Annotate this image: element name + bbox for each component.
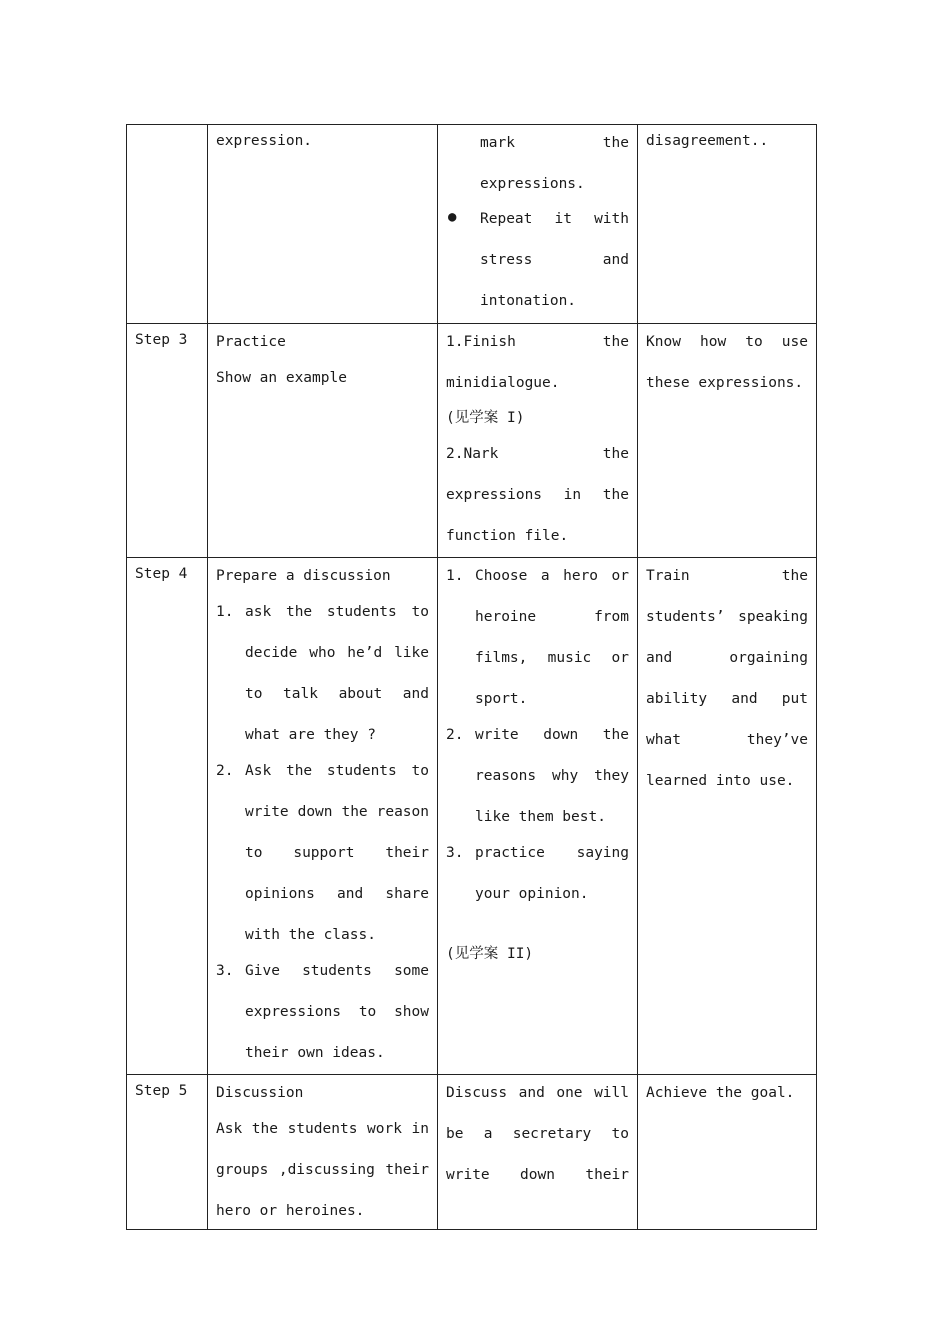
list-item [216, 602, 429, 745]
item-line: heroine from [475, 609, 629, 625]
purpose-line: Train the [646, 568, 808, 584]
table-row [127, 125, 817, 324]
bullet-icon: ● [448, 209, 457, 225]
activity-heading: Practice [216, 334, 286, 350]
item-line: films, music or [475, 650, 629, 666]
worksheet-note: (见学案 II) [446, 946, 534, 962]
students-cell [438, 558, 638, 1075]
activity-cell [208, 324, 438, 558]
lesson-plan-table [126, 124, 817, 1230]
students-line: function file. [446, 528, 569, 544]
activity-cell [208, 1075, 438, 1230]
purpose-line: ability and put [646, 691, 808, 707]
item-number: 2. [446, 727, 464, 743]
item-line: Choose a hero or [475, 568, 629, 584]
item-line: like them best. [475, 809, 606, 825]
item-line: opinions and share [245, 886, 429, 902]
activity-text: Show an example [216, 370, 347, 386]
students-line: mark the [480, 135, 629, 151]
step-label: Step 4 [135, 566, 188, 582]
item-line: write down the reason [245, 804, 429, 820]
item-number: 1. [446, 568, 464, 584]
activity-text: expression. [216, 133, 313, 149]
students-line: 1.Finish the [446, 334, 629, 350]
purpose-line: and orgaining [646, 650, 808, 666]
students-line: minidialogue. [446, 375, 560, 391]
activity-line: groups ,discussing their [216, 1162, 429, 1178]
purpose-line: Know how to use [646, 334, 808, 350]
item-line: practice saying [475, 845, 629, 861]
activity-cell [208, 558, 438, 1075]
item-line: Give students some [245, 963, 429, 979]
purpose-line: these expressions. [646, 375, 804, 391]
bullet-item [446, 209, 629, 311]
students-cell [438, 1075, 638, 1230]
students-line: write down their [446, 1167, 629, 1183]
item-line: sport. [475, 691, 528, 707]
purpose-cell [638, 558, 817, 1075]
purpose-text: disagreement.. [646, 133, 769, 149]
item-line: reasons why they [475, 768, 629, 784]
activity-heading: Discussion [216, 1085, 304, 1101]
purpose-line: learned into use. [646, 773, 795, 789]
list-item [446, 725, 629, 827]
purpose-cell [638, 125, 817, 324]
item-line: decide who he’d like [245, 645, 429, 661]
step-cell [127, 125, 208, 324]
step-cell [127, 558, 208, 1075]
item-line: write down the [475, 727, 629, 743]
item-line: what are they ? [245, 727, 376, 743]
activity-cell [208, 125, 438, 324]
item-line: to support their [245, 845, 429, 861]
students-line: be a secretary to [446, 1126, 629, 1142]
activity-line: hero or heroines. [216, 1203, 365, 1219]
item-line: their own ideas. [245, 1045, 385, 1061]
item-line: with the class. [245, 927, 376, 943]
item-line: Ask the students to [245, 763, 429, 779]
purpose-cell [638, 324, 817, 558]
item-number: 3. [216, 963, 234, 979]
item-number: 3. [446, 845, 464, 861]
students-line: expressions in the [446, 487, 629, 503]
purpose-line: Achieve the goal. [646, 1085, 795, 1101]
list-item [446, 566, 629, 709]
purpose-line: what they’ve [646, 732, 808, 748]
step-label: Step 5 [135, 1083, 188, 1099]
step-cell [127, 1075, 208, 1230]
step-label: Step 3 [135, 332, 188, 348]
activity-line: Ask the students work in [216, 1121, 429, 1137]
purpose-cell [638, 1075, 817, 1230]
item-number: 2. [216, 763, 234, 779]
list-item [216, 961, 429, 1063]
item-number: 1. [216, 604, 234, 620]
students-line: Discuss and one will [446, 1085, 629, 1101]
purpose-line: students’ speaking [646, 609, 808, 625]
list-item [216, 761, 429, 945]
activity-heading: Prepare a discussion [216, 568, 391, 584]
students-line: 2.Nark the [446, 446, 629, 462]
students-line: (见学案 I) [446, 410, 525, 426]
table-row [127, 558, 817, 1075]
table-row [127, 324, 817, 558]
item-line: your opinion. [475, 886, 589, 902]
table-row [127, 1075, 817, 1230]
students-line: Repeat it with [480, 211, 629, 227]
students-line: stress and [480, 252, 629, 268]
students-cell [438, 324, 638, 558]
step-cell [127, 324, 208, 558]
list-item [446, 843, 629, 904]
students-line: expressions. [480, 176, 585, 192]
item-line: to talk about and [245, 686, 429, 702]
students-line: intonation. [480, 293, 577, 309]
item-line: ask the students to [245, 604, 429, 620]
item-line: expressions to show [245, 1004, 429, 1020]
students-cell [438, 125, 638, 324]
